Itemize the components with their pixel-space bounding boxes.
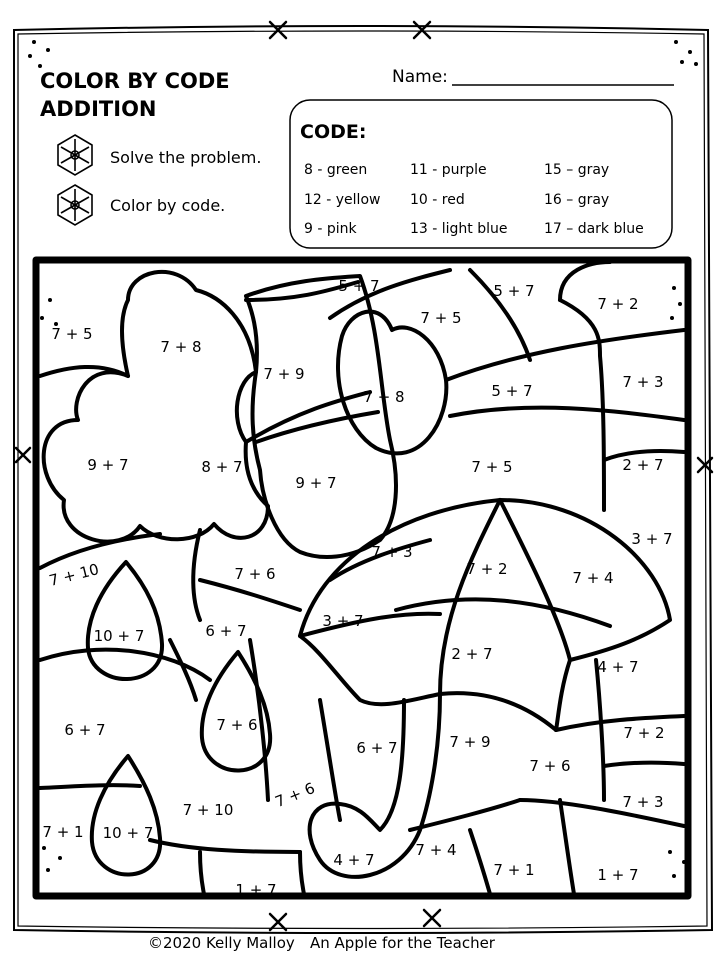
problem-label: 7 + 2 (597, 295, 639, 313)
code-title: CODE: (300, 121, 367, 143)
problem-label: 3 + 7 (322, 612, 364, 630)
problem-label: 7 + 3 (371, 543, 413, 561)
problem-label: 1 + 7 (235, 881, 277, 899)
code-entry: 16 – gray (544, 192, 610, 208)
code-entry: 17 – dark blue (544, 221, 644, 237)
code-entry: 13 - light blue (410, 221, 508, 237)
problem-label: 4 + 7 (597, 658, 639, 676)
problem-label: 7 + 10 (182, 801, 234, 819)
code-legend (304, 162, 644, 237)
problem-label: 7 + 9 (263, 365, 305, 383)
ribbon-shape[interactable] (246, 276, 396, 557)
problem-label: 7 + 6 (234, 565, 276, 583)
instruction-color: Color by code. (110, 196, 226, 215)
code-entry: 10 - red (410, 192, 465, 208)
problem-label: 6 + 7 (205, 622, 247, 640)
problem-label: 10 + 7 (93, 627, 145, 645)
cloud-shape[interactable] (44, 272, 268, 542)
problem-label: 7 + 6 (529, 757, 571, 775)
problem-label: 1 + 7 (597, 866, 639, 884)
problem-label: 2 + 7 (451, 645, 493, 663)
code-entry: 8 - green (304, 162, 368, 178)
heart-shape[interactable] (338, 312, 446, 454)
problem-label: 10 + 7 (102, 824, 154, 842)
problem-label: 9 + 7 (295, 474, 337, 492)
problem-label: 7 + 10 (47, 560, 101, 590)
name-label: Name: (392, 67, 448, 87)
problem-label: 7 + 1 (493, 861, 535, 879)
problem-label: 5 + 7 (493, 282, 535, 300)
problem-label: 9 + 7 (87, 456, 129, 474)
problem-label: 7 + 3 (622, 793, 664, 811)
worksheet-title-line2: ADDITION (40, 97, 157, 121)
snowflake-icon (58, 135, 92, 175)
problem-label: 7 + 5 (420, 309, 462, 327)
raindrop-shape[interactable] (88, 562, 162, 679)
problem-label: 7 + 5 (51, 325, 93, 343)
code-entry: 15 – gray (544, 162, 610, 178)
problem-label: 8 + 7 (201, 458, 243, 476)
problem-label: 7 + 3 (622, 373, 664, 391)
code-entry: 9 - pink (304, 221, 357, 237)
snowflake-icon (58, 185, 92, 225)
problem-label: 4 + 7 (333, 851, 375, 869)
code-entry: 11 - purple (410, 162, 487, 178)
problem-label: 6 + 7 (356, 739, 398, 757)
problem-label: 7 + 1 (42, 823, 84, 841)
problem-label: 7 + 5 (471, 458, 513, 476)
problem-label: 7 + 2 (466, 560, 508, 578)
problem-label: 7 + 6 (272, 778, 318, 812)
problem-label: 7 + 8 (160, 338, 202, 356)
instruction-solve: Solve the problem. (110, 148, 262, 167)
problem-label: 6 + 7 (64, 721, 106, 739)
footer-brand: An Apple for the Teacher (310, 934, 495, 952)
problem-label: 7 + 4 (572, 569, 614, 587)
problem-label: 7 + 8 (363, 388, 405, 406)
worksheet-title-line1: COLOR BY CODE (40, 69, 230, 93)
raindrop-shape[interactable] (92, 756, 160, 875)
problem-label: 3 + 7 (631, 530, 673, 548)
code-entry: 12 - yellow (304, 192, 381, 208)
problem-label: 7 + 9 (449, 733, 491, 751)
problem-label: 7 + 6 (216, 716, 258, 734)
problem-label: 2 + 7 (622, 456, 664, 474)
problem-label: 7 + 4 (415, 841, 457, 859)
problem-label: 5 + 7 (338, 277, 380, 295)
footer-copyright: ©2020 Kelly Malloy (148, 934, 295, 952)
problem-label: 5 + 7 (491, 382, 533, 400)
problem-label: 7 + 2 (623, 724, 665, 742)
